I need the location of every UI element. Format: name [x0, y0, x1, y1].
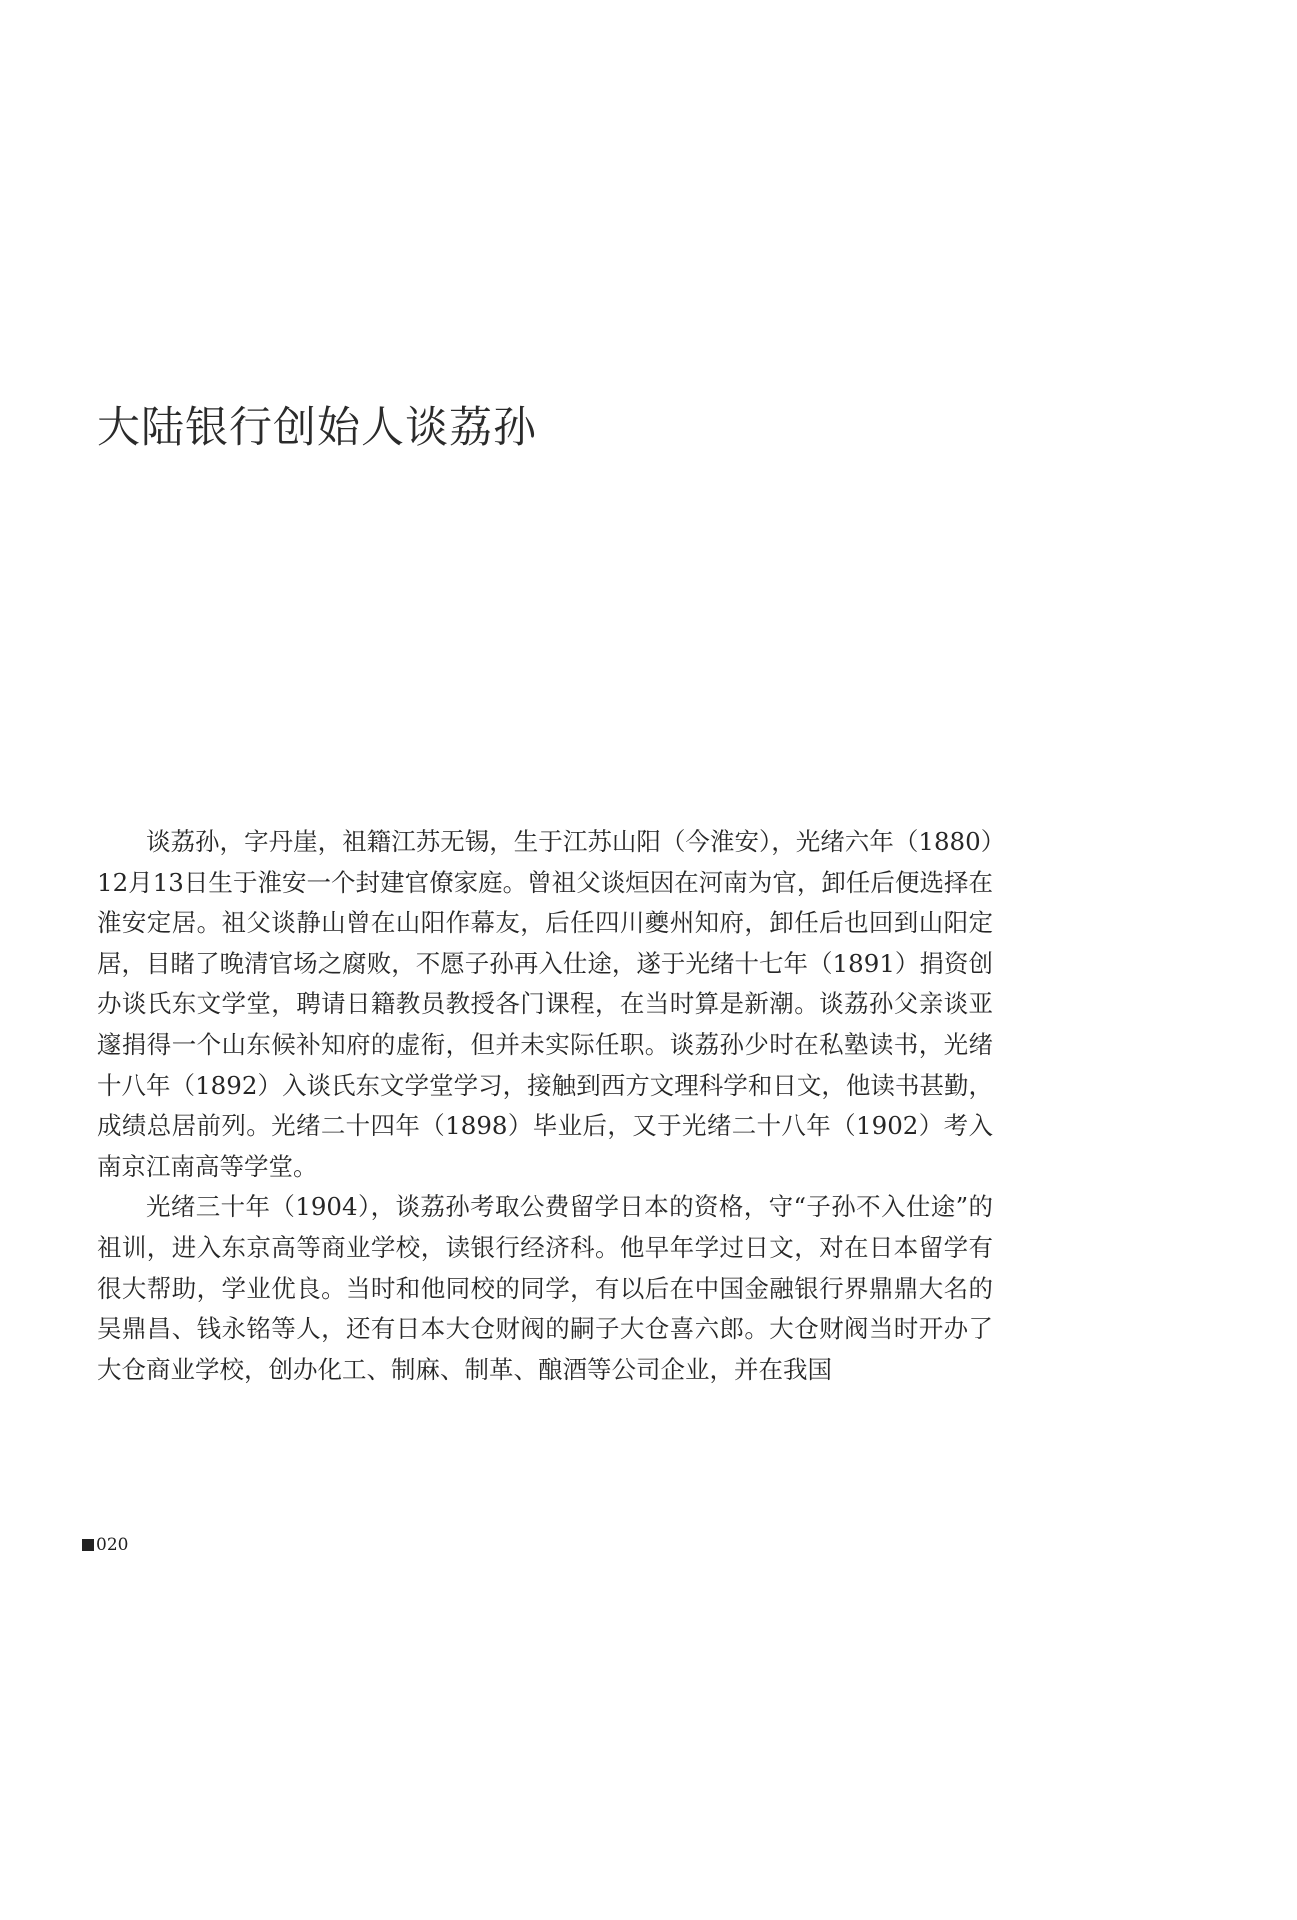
- page-number: 020: [96, 1535, 129, 1555]
- page-marker-icon: [82, 1539, 94, 1551]
- chapter-title: 大陆银行创始人谈荔孙: [97, 403, 537, 453]
- body-text: [97, 822, 993, 1390]
- page-footer: [82, 1533, 128, 1557]
- paragraph-1: 谈荔孙，字丹崖，祖籍江苏无锡，生于江苏山阳（今淮安），光绪六年（1880）12月13日生于淮安一个封建官僚家庭。曾祖父谈烜因在河南为官，卸任后便选择在淮安定居。祖父谈静山曾在山阳作幕友，后任四川夔州知府，卸任后也回到山阳定居，目睹了晚清官场之腐败，不愿子孙再入仕途，遂于光绪十七年（1891）捐资创办谈氏东文学堂，聘请日籍教员教授各门课程，在当时算是新潮。谈荔孙父亲谈亚邃捐得一个山东候补知府的虚衔，但并未实际任职。谈荔孙少时在私塾读书，光绪十八年（1892）入谈氏东文学堂学习，接触到西方文理科学和日文，他读书甚勤，成绩总居前列。光绪二十四年（1898）毕业后，又于光绪二十八年（1902）考入南京江南高等学堂。: [97, 827, 993, 1181]
- paragraph-2: 光绪三十年（1904），谈荔孙考取公费留学日本的资格，守“子孙不入仕途”的祖训，进入东京高等商业学校，读银行经济科。他早年学过日文，对在日本留学有很大帮助，学业优良。当时和他同校的同学，有以后在中国金融银行界鼎鼎大名的吴鼎昌、钱永铭等人，还有日本大仓财阀的嗣子大仓喜六郎。大仓财阀当时开办了大仓商业学校，创办化工、制麻、制革、酿酒等公司企业，并在我国: [97, 1192, 993, 1384]
